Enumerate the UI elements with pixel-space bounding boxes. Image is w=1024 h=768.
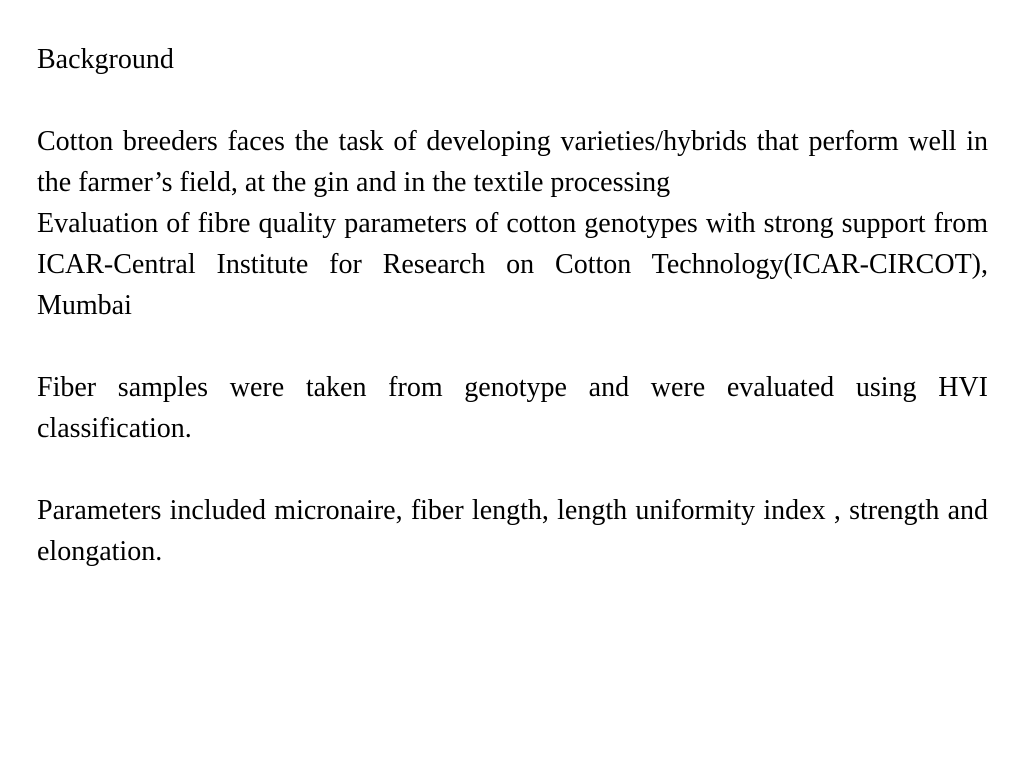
spacer [37, 449, 988, 490]
slide-content [37, 39, 988, 572]
spacer [37, 326, 988, 367]
paragraph-parameters: Parameters included micronaire, fiber length, length uniformity index , strength and elongation. [37, 495, 988, 567]
paragraph-cotton-breeders: Cotton breeders faces the task of developing varieties/hybrids that perform well in the farmer’s field, at the gin and in the textile processing [37, 126, 988, 198]
paragraph-fibre-evaluation: Evaluation of fibre quality parameters of cotton genotypes with strong support from ICAR-Central Institute for Research on Cotton Technology(ICAR-CIRCOT), Mumbai [37, 208, 988, 321]
paragraph-fiber-samples: Fiber samples were taken from genotype and were evaluated using HVI classification. [37, 372, 988, 444]
spacer [37, 80, 988, 121]
slide-heading: Background [37, 44, 174, 75]
